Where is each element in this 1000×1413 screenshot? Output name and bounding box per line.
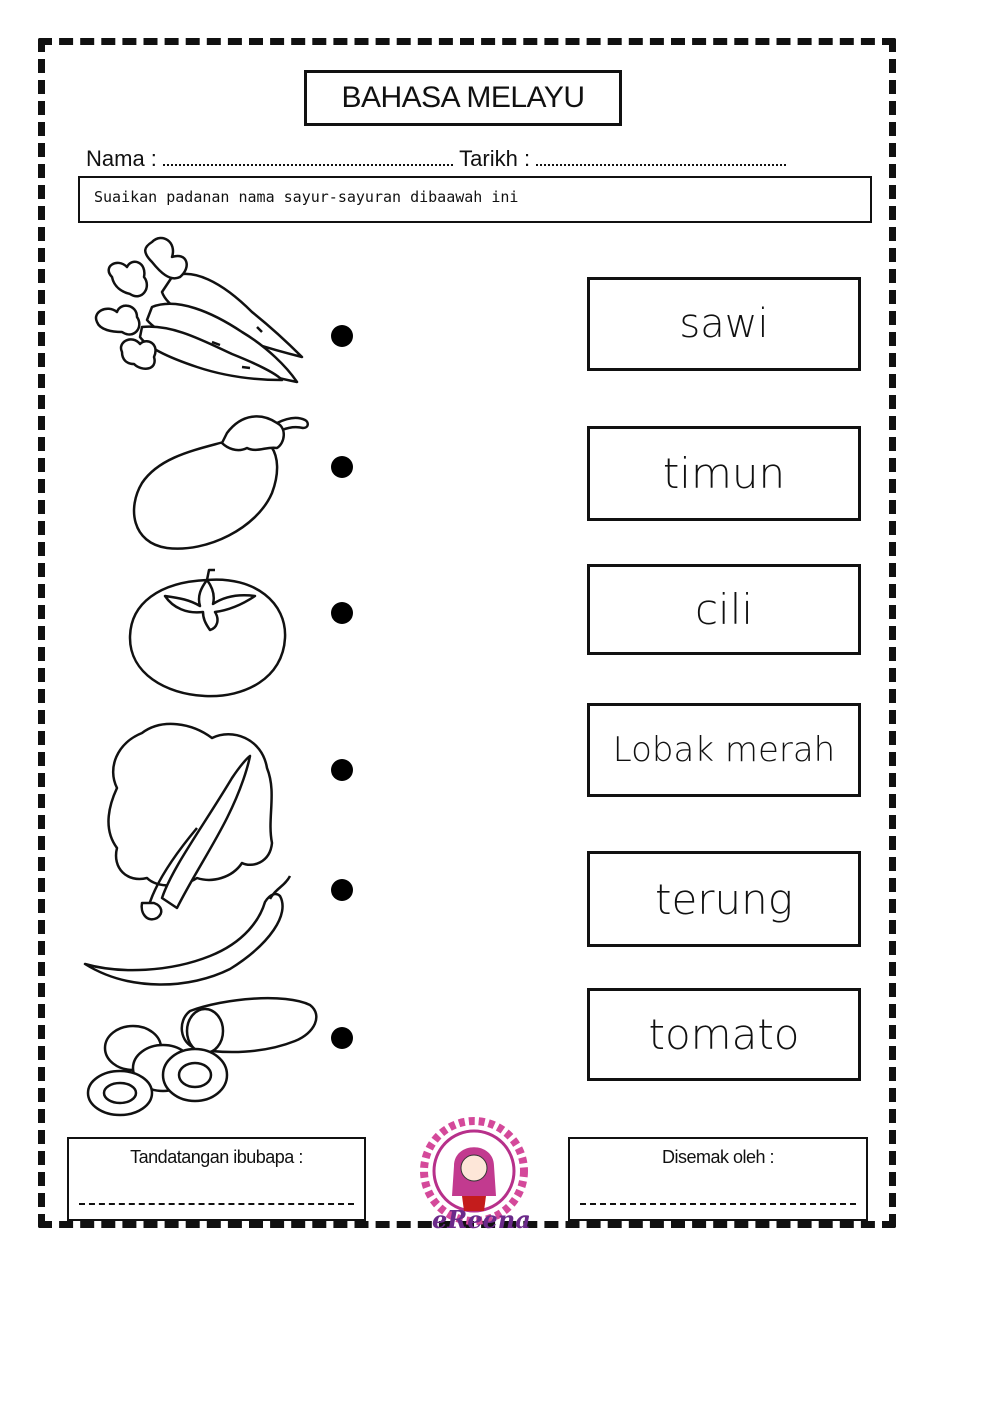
word-box-cili[interactable] — [587, 564, 861, 655]
chili-icon — [80, 874, 295, 994]
date-label: Tarikh : — [459, 146, 531, 171]
student-info-line — [86, 146, 876, 178]
match-dot-3[interactable] — [331, 602, 353, 624]
match-dot-2[interactable] — [331, 456, 353, 478]
word-label: Lobak merah — [612, 730, 836, 770]
word-box-terung[interactable] — [587, 851, 861, 947]
word-box-lobak-merah[interactable] — [587, 703, 861, 797]
date-field[interactable] — [536, 146, 786, 166]
word-box-tomato[interactable] — [587, 988, 861, 1081]
eggplant-icon — [127, 408, 312, 553]
parent-signature-label: Tandatangan ibubapa : — [130, 1147, 303, 1167]
match-dot-5[interactable] — [331, 879, 353, 901]
match-dot-6[interactable] — [331, 1027, 353, 1049]
checked-by-box — [568, 1137, 868, 1221]
match-dot-1[interactable] — [331, 325, 353, 347]
cucumber-icon — [85, 993, 320, 1125]
svg-text:eReena: eReena — [432, 1205, 531, 1234]
title-text: BAHASA MELAYU — [341, 81, 585, 114]
parent-signature-box — [67, 1137, 366, 1221]
word-label: timun — [662, 449, 786, 498]
word-label: sawi — [679, 301, 769, 347]
checked-by-line[interactable] — [580, 1203, 856, 1205]
page-title — [304, 70, 622, 126]
word-box-timun[interactable] — [587, 426, 861, 521]
tomato-icon — [125, 568, 290, 703]
word-label: cili — [694, 585, 754, 634]
word-label: tomato — [648, 1010, 800, 1059]
checked-by-label: Disemak oleh : — [661, 1147, 775, 1167]
word-box-sawi[interactable] — [587, 277, 861, 371]
name-label: Nama : — [86, 146, 157, 171]
word-label: terung — [654, 874, 794, 924]
ereena-logo-icon — [414, 1116, 534, 1234]
parent-signature-line[interactable] — [79, 1203, 354, 1205]
instruction-text: Suaikan padanan nama sayur-sayuran dibaawah ini — [94, 188, 519, 206]
name-field[interactable] — [163, 146, 453, 166]
instruction-box — [78, 176, 872, 223]
carrot-icon — [92, 232, 307, 387]
match-dot-4[interactable] — [331, 759, 353, 781]
